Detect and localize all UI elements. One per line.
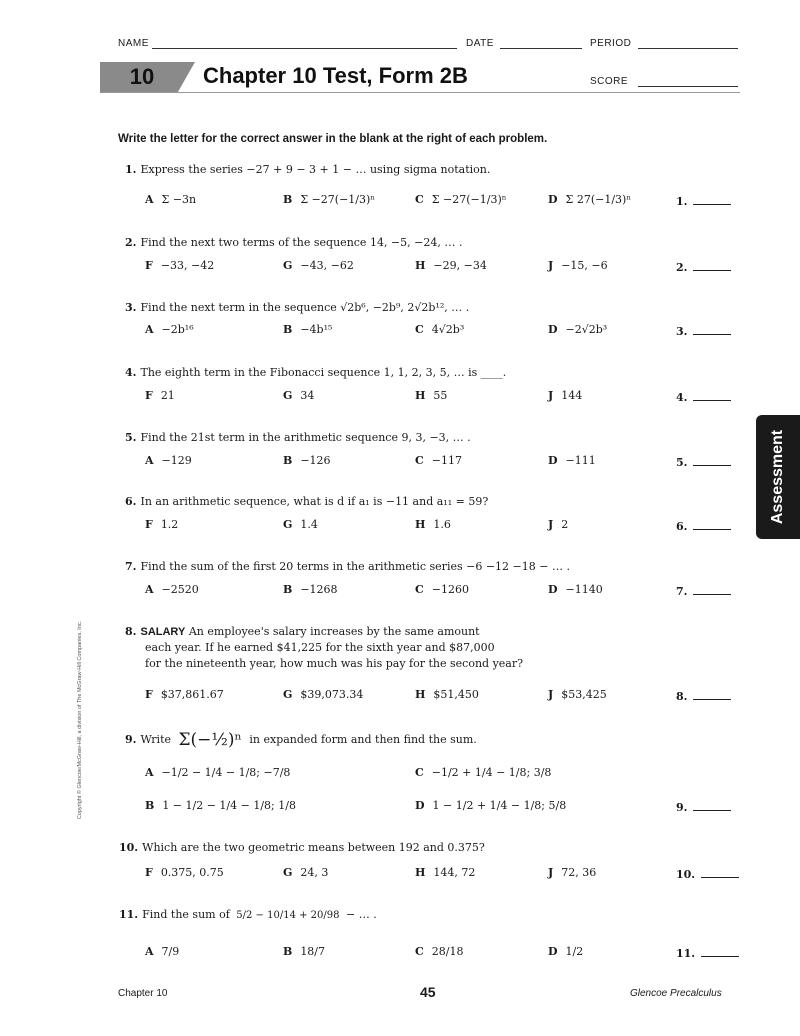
q10-option-j[interactable]: J 72, 36 <box>548 866 597 879</box>
q3-option-a[interactable]: A −2b¹⁶ <box>145 323 194 336</box>
q8-option-g[interactable]: G $39,073.34 <box>283 688 364 701</box>
series-fractions: 5/2 − 10/14 + 20/98 <box>236 910 340 921</box>
q8-option-j[interactable]: J $53,425 <box>548 688 607 701</box>
answer-blank-2[interactable]: 2. <box>676 261 731 274</box>
title-rule <box>100 92 740 93</box>
answer-blank-6[interactable]: 6. <box>676 520 731 533</box>
answer-blank-9[interactable]: 9. <box>676 801 731 814</box>
q4-option-f[interactable]: F 21 <box>145 389 175 402</box>
q4-option-j[interactable]: J 144 <box>548 389 583 402</box>
q2-option-f[interactable]: F −33, −42 <box>145 259 215 272</box>
q1-option-c[interactable]: C Σ −27(−1/3)ⁿ <box>415 193 507 206</box>
keyword-salary: SALARY <box>140 626 186 638</box>
question-1: 1. Express the series −27 + 9 − 3 + 1 − … using sigma notation. <box>125 163 491 176</box>
q9-option-a[interactable]: A −1/2 − 1/4 − 1/8; −7/8 <box>145 766 291 779</box>
answer-blank-4[interactable]: 4. <box>676 391 731 404</box>
q2-option-g[interactable]: G −43, −62 <box>283 259 354 272</box>
footer-chapter: Chapter 10 <box>118 988 168 999</box>
answer-blank-10[interactable]: 10. <box>676 868 739 881</box>
answer-blank-8[interactable]: 8. <box>676 690 731 703</box>
q9-option-c[interactable]: C −1/2 + 1/4 − 1/8; 3/8 <box>415 766 552 779</box>
copyright-notice: Copyright © Glencoe/McGraw-Hill, a division of The McGraw-Hill Companies, Inc. <box>77 620 83 820</box>
question-7: 7. Find the sum of the first 20 terms in the arithmetic series −6 −12 −18 − … . <box>125 560 570 573</box>
q2-option-h[interactable]: H −29, −34 <box>415 259 487 272</box>
q7-option-c[interactable]: C −1260 <box>415 583 469 596</box>
q10-option-g[interactable]: G 24, 3 <box>283 866 329 879</box>
question-3: 3. Find the next term in the sequence √2b⁶, −2b⁹, 2√2b¹², … . <box>125 301 470 314</box>
score-label: SCORE <box>590 76 629 87</box>
page-number: 45 <box>420 984 436 1000</box>
q1-option-d[interactable]: D Σ 27(−1/3)ⁿ <box>548 193 632 206</box>
footer-book: Glencoe Precalculus <box>630 988 722 999</box>
q11-option-a[interactable]: A 7/9 <box>145 945 180 958</box>
q7-option-d[interactable]: D −1140 <box>548 583 603 596</box>
q11-option-c[interactable]: C 28/18 <box>415 945 464 958</box>
question-8-line-2: each year. If he earned $41,225 for the sixth year and $87,000 <box>145 641 495 654</box>
question-8-line-3: for the nineteenth year, how much was his pay for the second year? <box>145 657 524 670</box>
q10-option-h[interactable]: H 144, 72 <box>415 866 476 879</box>
q3-option-c[interactable]: C 4√2b³ <box>415 323 465 336</box>
q4-option-h[interactable]: H 55 <box>415 389 448 402</box>
question-9: 9. Write Σ(−½)ⁿ in expanded form and then find the sum. <box>125 730 477 750</box>
q1-option-a[interactable]: A Σ −3n <box>145 193 197 206</box>
question-8: 8. SALARY An employee's salary increases by the same amount <box>125 625 480 638</box>
q2-option-j[interactable]: J −15, −6 <box>548 259 608 272</box>
q5-option-a[interactable]: A −129 <box>145 454 192 467</box>
q10-option-f[interactable]: F 0.375, 0.75 <box>145 866 224 879</box>
instructions: Write the letter for the correct answer in the blank at the right of each problem. <box>118 133 548 145</box>
period-field[interactable] <box>638 48 738 49</box>
answer-blank-5[interactable]: 5. <box>676 456 731 469</box>
date-label: DATE <box>466 38 494 49</box>
q1-option-b[interactable]: B Σ −27(−1/3)ⁿ <box>283 193 376 206</box>
q7-option-a[interactable]: A −2520 <box>145 583 199 596</box>
q5-option-d[interactable]: D −111 <box>548 454 596 467</box>
name-label: NAME <box>118 38 149 49</box>
q8-option-f[interactable]: F $37,861.67 <box>145 688 224 701</box>
date-field[interactable] <box>500 48 582 49</box>
q6-option-g[interactable]: G 1.4 <box>283 518 318 531</box>
q3-option-d[interactable]: D −2√2b³ <box>548 323 608 336</box>
answer-blank-11[interactable]: 11. <box>676 947 739 960</box>
answer-blank-7[interactable]: 7. <box>676 585 731 598</box>
period-label: PERIOD <box>590 38 632 49</box>
assessment-tab-label: Assessment <box>769 429 786 525</box>
q9-option-d[interactable]: D 1 − 1/2 + 1/4 − 1/8; 5/8 <box>415 799 567 812</box>
q9-option-b[interactable]: B 1 − 1/2 − 1/4 − 1/8; 1/8 <box>145 799 296 812</box>
q7-option-b[interactable]: B −1268 <box>283 583 338 596</box>
answer-blank-1[interactable]: 1. <box>676 195 731 208</box>
q3-option-b[interactable]: B −4b¹⁵ <box>283 323 333 336</box>
question-6: 6. In an arithmetic sequence, what is d if a₁ is −11 and a₁₁ = 59? <box>125 495 489 508</box>
q6-option-f[interactable]: F 1.2 <box>145 518 179 531</box>
q6-option-h[interactable]: H 1.6 <box>415 518 451 531</box>
question-4: 4. The eighth term in the Fibonacci sequence 1, 1, 2, 3, 5, … is ____. <box>125 366 507 379</box>
q11-option-d[interactable]: D 1/2 <box>548 945 584 958</box>
q5-option-b[interactable]: B −126 <box>283 454 331 467</box>
question-11: 11. Find the sum of 5/2 − 10/14 + 20/98 − … . <box>119 908 377 921</box>
chapter-number: 10 <box>129 64 155 89</box>
score-field[interactable] <box>638 86 738 87</box>
answer-blank-3[interactable]: 3. <box>676 325 731 338</box>
q11-option-b[interactable]: B 18/7 <box>283 945 326 958</box>
question-5: 5. Find the 21st term in the arithmetic sequence 9, 3, −3, … . <box>125 431 471 444</box>
question-10: 10. Which are the two geometric means between 192 and 0.375? <box>119 841 485 854</box>
sigma-expression: Σ(−½)ⁿ <box>178 730 242 750</box>
q6-option-j[interactable]: J 2 <box>548 518 569 531</box>
q5-option-c[interactable]: C −117 <box>415 454 462 467</box>
page-title: Chapter 10 Test, Form 2B <box>203 63 468 88</box>
name-field[interactable] <box>152 48 457 49</box>
question-2: 2. Find the next two terms of the sequence 14, −5, −24, … . <box>125 236 463 249</box>
q8-option-h[interactable]: H $51,450 <box>415 688 479 701</box>
q4-option-g[interactable]: G 34 <box>283 389 315 402</box>
